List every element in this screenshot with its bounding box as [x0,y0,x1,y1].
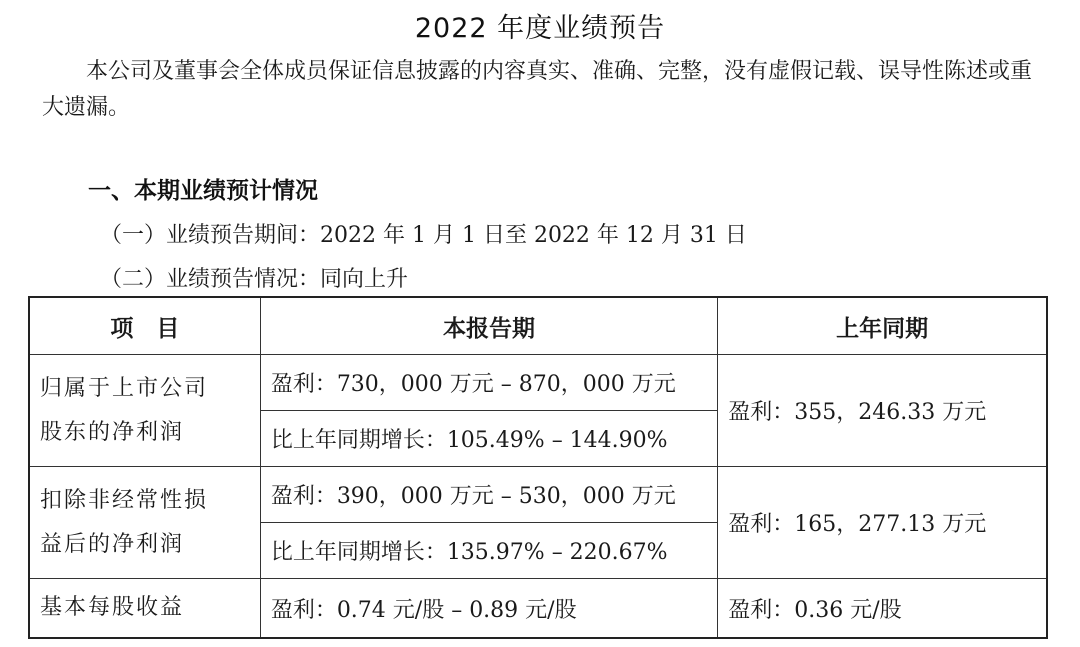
previous-period-cell: 盈利：355，246.33 万元 [718,355,1047,467]
current-profit-cell: 盈利：390，000 万元 – 530，000 万元 [260,467,717,523]
table-header-row [29,297,1047,355]
current-growth-cell: 比上年同期增长：135.97% – 220.67% [260,523,717,579]
row-label-line: 股东的净利润 [40,419,185,445]
previous-period-cell: 盈利：165，277.13 万元 [718,467,1047,579]
row-label [29,467,260,579]
document-title: 2022 年度业绩预告 [414,13,666,44]
row-label-line: 归属于上市公司 [40,375,209,401]
current-growth-cell: 比上年同期增长：105.49% – 144.90% [260,411,717,467]
forecast-situation-line: （二）业绩预告情况：同向上升 [100,267,409,292]
header-previous-period: 上年同期 [718,297,1047,355]
table-row [29,579,1047,639]
header-current-period: 本报告期 [260,297,717,355]
header-item: 项 目 [29,297,260,355]
previous-eps-cell: 盈利：0.36 元/股 [718,579,1047,639]
disclosure-statement: 本公司及董事会全体成员保证信息披露的内容真实、准确、完整，没有虚假记载、误导性陈述或重大遗漏。 [42,59,1033,120]
table-row [29,467,1047,523]
current-eps-cell: 盈利：0.74 元/股 – 0.89 元/股 [260,579,717,639]
earnings-forecast-table [28,296,1048,639]
row-label: 基本每股收益 [29,579,260,639]
section-heading: 一、本期业绩预计情况 [88,178,318,204]
row-label-line: 扣除非经常性损 [40,487,209,513]
forecast-period-line: （一）业绩预告期间：2022 年 1 月 1 日至 2022 年 12 月 31 日 [100,223,747,248]
table-row [29,355,1047,411]
current-profit-cell: 盈利：730，000 万元 – 870，000 万元 [260,355,717,411]
row-label [29,355,260,467]
row-label-line: 益后的净利润 [40,531,185,557]
